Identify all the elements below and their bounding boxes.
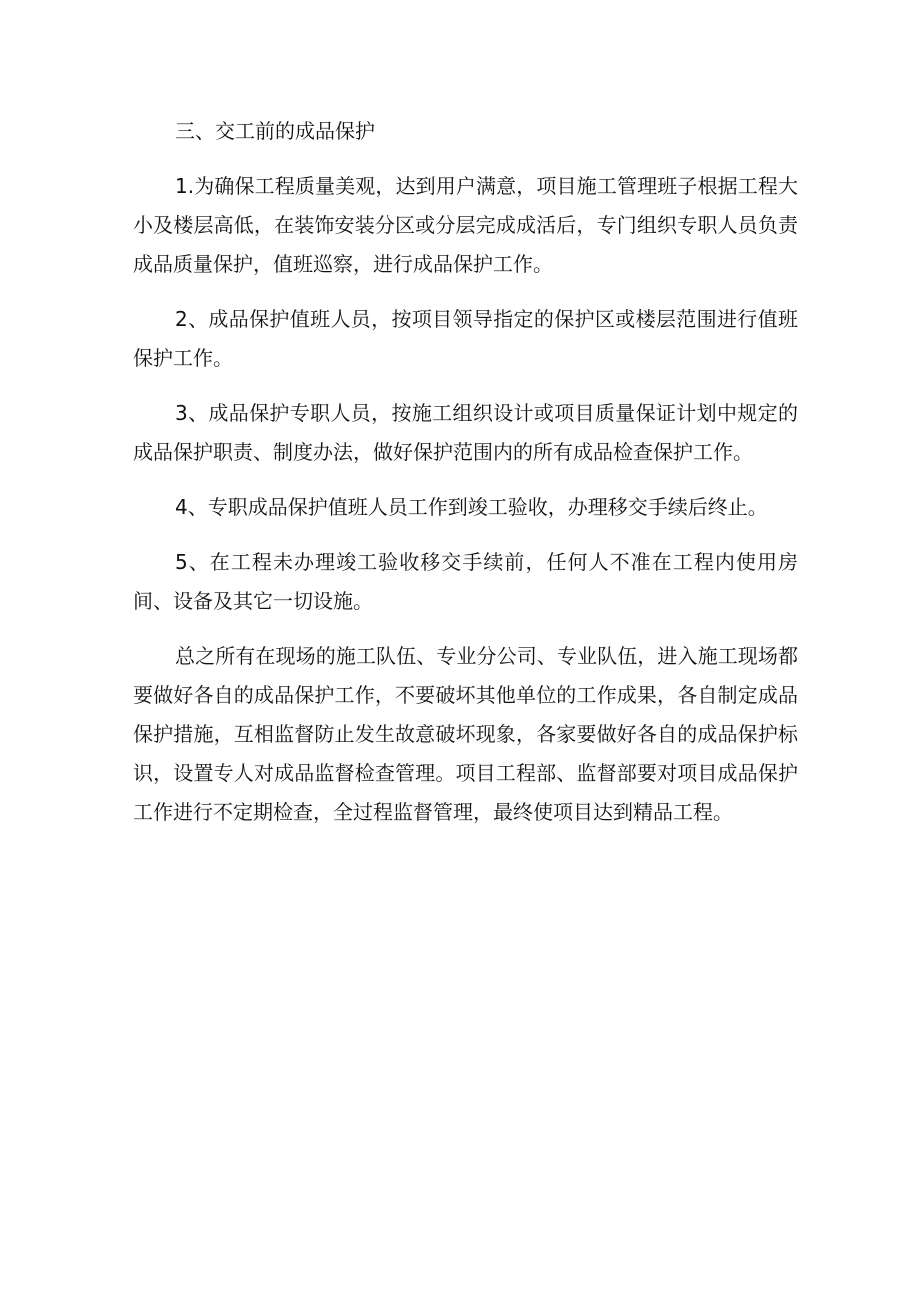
section-heading: 三、交工前的成品保护 [175,119,375,143]
paragraph-4: 4、专职成品保护值班人员工作到竣工验收，办理移交手续后终止。 [175,495,768,519]
paragraph-3: 3、成品保护专职人员，按施工组织设计或项目质量保证计划中规定的成品保护职责、制度办法，做好保护范围内的所有成品检查保护工作。 [133,401,798,464]
paragraph-2: 2、成品保护值班人员，按项目领导指定的保护区或楼层范围进行值班保护工作。 [133,307,798,370]
paragraph-1: 1.为确保工程质量美观，达到用户满意，项目施工管理班子根据工程大小及楼层高低，在装饰安装分区或分层完成成活后，专门组织专职人员负责成品质量保护，值班巡察，进行成品保护工作。 [133,174,798,276]
paragraph-summary: 总之所有在现场的施工队伍、专业分公司、专业队伍，进入施工现场都要做好各自的成品保护工作，不要破坏其他单位的工作成果，各自制定成品保护措施，互相监督防止发生故意破坏现象，各家要做好各自的成品保护标识，设置专人对成品监督检查管理。项目工程部、监督部要对项目成品保护工作进行不定期检查，全过程监督管理，最终使项目达到精品工程。 [133,644,798,824]
paragraph-5: 5、在工程未办理竣工验收移交手续前，任何人不准在工程内使用房间、设备及其它一切设施。 [133,550,798,613]
document-body [133,112,798,848]
